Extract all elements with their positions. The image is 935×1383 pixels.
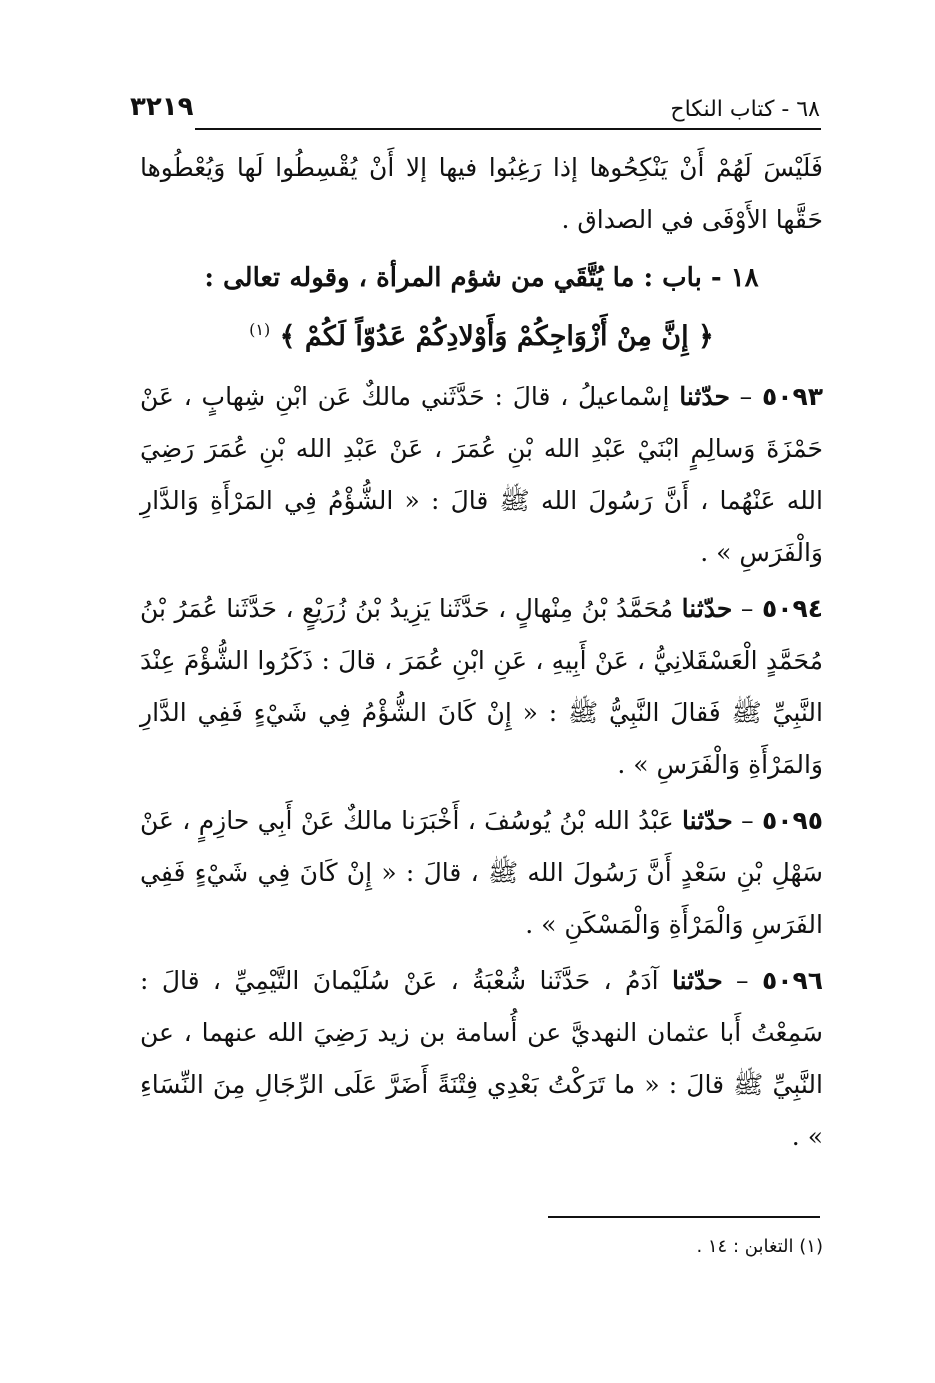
hadith-number: ٥٠٩٦ xyxy=(761,966,823,995)
chapter-title: ٦٨ - كتاب النكاح xyxy=(670,97,820,122)
hadith-paragraph: ٥٠٩٥ – حدّثنا عَبْدُ الله بْنُ يُوسُفَ ، أَخْبَرَنا مالكٌ عَنْ أَبِي حازِمٍ ، عَنْ سَهْلِ بْنِ سَعْدٍ أَنَّ رَسُولَ الله ﷺ ، قالَ : « إِنْ كَانَ فِي شَيْءٍ فَفِي الفَرَسِ وَالْمَرْأَةِ وَالْمَسْكَنِ » . xyxy=(140,806,823,939)
footnote-divider xyxy=(548,1216,820,1218)
page-body xyxy=(140,142,823,1163)
hadith-keyword: حدّثنا xyxy=(679,382,730,411)
hadith-number: ٥٠٩٣ xyxy=(761,382,823,411)
hadith-keyword: حدّثنا xyxy=(681,594,733,623)
quran-verse xyxy=(140,304,823,363)
hadith-text: آدَمُ ، حَدَّثَنا شُعْبَةُ ، عَنْ سُلَيْمانَ التَّيْمِيِّ ، قالَ : سَمِعْتُ أَبا عثمان النهديَّ عن أُسامة بن زيد رَضِيَ الله عنهما ، عن النَّبِيِّ ﷺ قالَ : « ما تَرَكْتُ بَعْدِي فِتْنَةً أَضَرَّ عَلَى الرِّجَالِ مِنَ النِّسَاءِ » . xyxy=(140,966,823,1151)
hadith-keyword: حدّثنا xyxy=(682,806,733,835)
footnote: (١) التغابن : ١٤ . xyxy=(696,1236,823,1257)
page-header xyxy=(130,82,820,122)
footnote-reference: (١) xyxy=(249,320,271,339)
hadith-paragraph: ٥٠٩٤ – حدّثنا مُحَمَّدُ بْنُ مِنْهالٍ ، حَدَّثَنا يَزِيدُ بْنُ زُرَيْعٍ ، حَدَّثَنا عُمَرُ بْنُ مُحَمَّدٍ الْعَسْقَلانِيُّ ، عَنْ أَبِيهِ ، عَنِ ابْنِ عُمَرَ ، قالَ : ذَكَرُوا الشُّؤْمَ عِنْدَ النَّبِيِّ ﷺ فَقالَ النَّبِيُّ ﷺ : « إِنْ كَانَ الشُّؤْمُ فِي شَيْءٍ فَفِي الدَّارِ وَالمَرْأَةِ وَالْفَرَسِ » . xyxy=(140,594,823,779)
hadith-number: ٥٠٩٥ xyxy=(761,806,823,835)
page-number: ٣٢١٩ xyxy=(130,92,194,122)
intro-paragraph: فَلَيْسَ لَهُمْ أَنْ يَنْكِحُوها إذا رَغِبُوا فيها إلا أَنْ يُقْسِطُوا لَها وَيُعْطُوها حَقَّها الأَوْفَى في الصداق . xyxy=(140,153,823,234)
hadith-keyword: حدّثنا xyxy=(671,966,723,995)
hadith-paragraph: ٥٠٩٦ – حدّثنا آدَمُ ، حَدَّثَنا شُعْبَةُ ، عَنْ سُلَيْمانَ التَّيْمِيِّ ، قالَ : سَمِعْتُ أَبا عثمان النهديَّ عن أُسامة بن زيد رَضِيَ الله عنهما ، عن النَّبِيِّ ﷺ قالَ : « ما تَرَكْتُ بَعْدِي فِتْنَةً أَضَرَّ عَلَى الرِّجَالِ مِنَ النِّسَاءِ » . xyxy=(140,966,823,1151)
hadith-number: ٥٠٩٤ xyxy=(761,594,823,623)
verse-text: ﴿ إِنَّ مِنْ أَزْوَاجِكُمْ وَأَوْلادِكُمْ عَدُوّاً لَكُمْ ﴾ xyxy=(279,321,714,352)
hadith-text: عَبْدُ الله بْنُ يُوسُفَ ، أَخْبَرَنا مالكٌ عَنْ أَبِي حازِمٍ ، عَنْ سَهْلِ بْنِ سَعْدٍ أَنَّ رَسُولَ الله ﷺ ، قالَ : « إِنْ كَانَ فِي شَيْءٍ فَفِي الفَرَسِ وَالْمَرْأَةِ وَالْمَسْكَنِ » . xyxy=(140,806,823,939)
header-divider xyxy=(195,128,821,130)
hadith-paragraph: ٥٠٩٣ – حدّثنا إسْماعيلُ ، قالَ : حَدَّثَني مالكٌ عَن ابْنِ شِهابٍ ، عَنْ حَمْزَةَ وَسالِمٍ ابْنَيْ عَبْدِ الله بْنِ عُمَرَ ، عَنْ عَبْدِ الله بْنِ عُمَرَ رَضِيَ الله عَنْهُما ، أَنَّ رَسُولَ الله ﷺ قالَ : « الشُّؤْمُ فِي المَرْأَةِ وَالدَّارِ وَالْفَرَسِ » . xyxy=(140,382,823,567)
hadith-text: إسْماعيلُ ، قالَ : حَدَّثَني مالكٌ عَن ابْنِ شِهابٍ ، عَنْ حَمْزَةَ وَسالِمٍ ابْنَيْ عَبْدِ الله بْنِ عُمَرَ ، عَنْ عَبْدِ الله بْنِ عُمَرَ رَضِيَ الله عَنْهُما ، أَنَّ رَسُولَ الله ﷺ قالَ : « الشُّؤْمُ فِي المَرْأَةِ وَالدَّارِ وَالْفَرَسِ » . xyxy=(140,382,823,567)
hadith-text: مُحَمَّدُ بْنُ مِنْهالٍ ، حَدَّثَنا يَزِيدُ بْنُ زُرَيْعٍ ، حَدَّثَنا عُمَرُ بْنُ مُحَمَّدٍ الْعَسْقَلانِيُّ ، عَنْ أَبِيهِ ، عَنِ ابْنِ عُمَرَ ، قالَ : ذَكَرُوا الشُّؤْمَ عِنْدَ النَّبِيِّ ﷺ فَقالَ النَّبِيُّ ﷺ : « إِنْ كَانَ الشُّؤْمُ فِي شَيْءٍ فَفِي الدَّارِ وَالمَرْأَةِ وَالْفَرَسِ » . xyxy=(140,594,823,779)
chapter-heading: ١٨ - باب : ما يُتَّقَي من شؤم المرأة ، وقوله تعالى : xyxy=(204,263,759,293)
